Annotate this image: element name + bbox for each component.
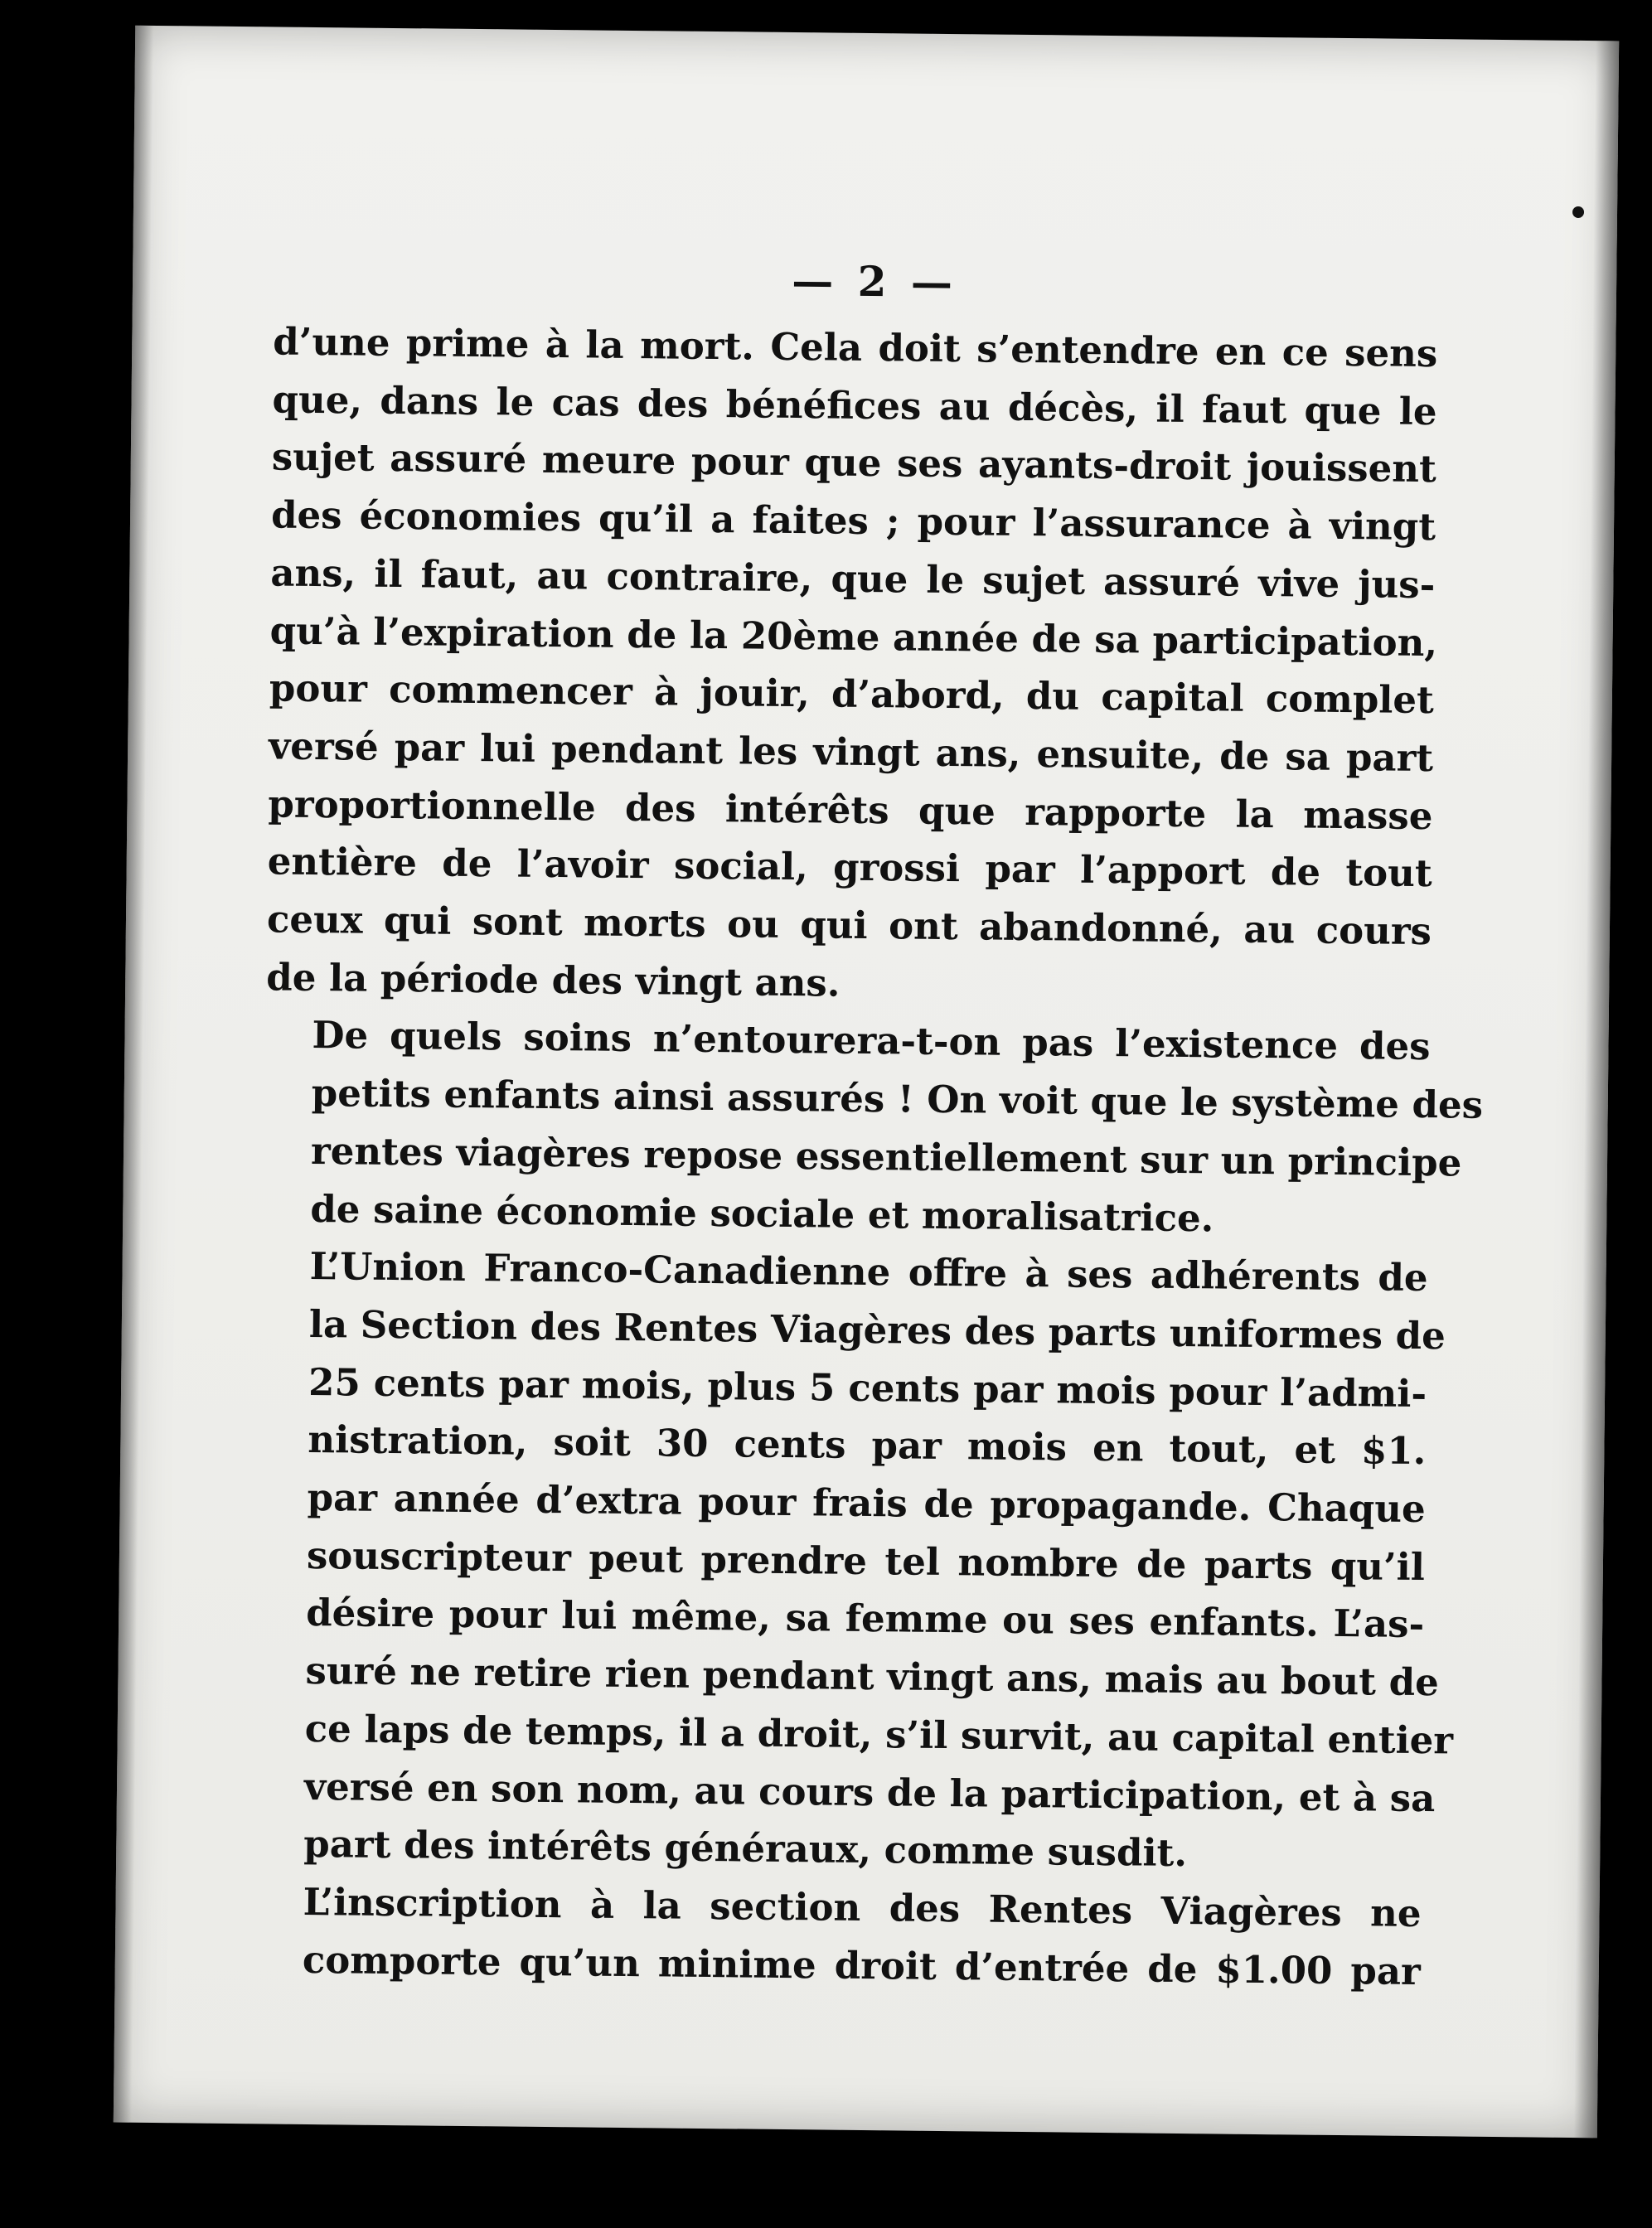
text-line: part des intérêts généraux, comme susdit. — [303, 1822, 1188, 1876]
text-line: ans, il faut, au contraire, que le sujet assuré vive jus- — [270, 550, 1436, 607]
text-line: des économies qu’il a faites ; pour l’assurance à vingt — [270, 492, 1436, 550]
text-line: versé en son nom, au cours de la participation, et à sa — [303, 1764, 1436, 1820]
text-line: d’une prime à la mort. Cela doit s’entendre en ce sens — [273, 319, 1438, 376]
text-line: souscripteur peut prendre tel nombre de parts qu’il — [306, 1533, 1426, 1589]
text-line: petits enfants ainsi assurés ! On voit que le système des — [311, 1071, 1484, 1127]
text-line: entière de l’avoir social, grossi par l’apport de tout — [267, 839, 1432, 896]
text-line: versé par lui pendant les vingt ans, ensuite, de sa part — [268, 724, 1434, 781]
paragraph — [266, 312, 1438, 1018]
text-line: de saine économie sociale et moralisatrice. — [310, 1186, 1214, 1240]
page-left-shadow — [114, 26, 153, 2123]
text-line: suré ne retire rien pendant vingt ans, mais au bout de — [305, 1649, 1440, 1705]
page-right-shadow — [1574, 41, 1619, 2138]
text-line: 25 cents par mois, plus 5 cents par mois pour l’admi- — [308, 1359, 1427, 1416]
text-line: de la période des vingt ans. — [266, 955, 841, 1005]
paragraph — [264, 1006, 1484, 1250]
text-line: pour commencer à jouir, d’abord, du capital complet — [269, 666, 1435, 723]
text-line: nistration, soit 30 cents par mois en tout, et $1. — [308, 1417, 1427, 1474]
paragraph — [257, 1238, 1454, 1885]
text-line: rentes viagères repose essentiellement sur un principe — [310, 1128, 1462, 1185]
paragraph — [256, 1872, 1422, 2000]
text-line: De quels soins n’entourera-t-on pas l’existence des — [312, 1013, 1431, 1069]
text-line: désire pour lui même, sa femme ou ses enfants. L’as- — [305, 1591, 1425, 1647]
ink-dot — [1572, 206, 1584, 218]
text-line: qu’à l’expiration de la 20ème année de sa participation, — [269, 608, 1438, 665]
text-line: la Section des Rentes Viagères des parts uniformes de — [308, 1301, 1446, 1359]
text-line: ceux qui sont morts ou qui ont abandonné, au cours — [266, 897, 1432, 954]
text-line: que, dans le cas des bénéfices au décès, il faut que le — [272, 377, 1437, 433]
text-line: par année d’extra pour frais de propagande. Chaque — [307, 1475, 1426, 1532]
text-line: L’inscription à la section des Rentes Viagères ne — [303, 1879, 1422, 1936]
body-text — [256, 312, 1484, 2000]
page-number: — 2 — — [791, 256, 958, 308]
document-page — [114, 26, 1619, 2138]
text-line: comporte qu’un minime droit d’entrée de $1.00 par — [302, 1937, 1422, 1993]
text-line: L’Union Franco-Canadienne offre à ses adhérents de — [309, 1244, 1428, 1300]
text-line: sujet assuré meure pour que ses ayants-droit jouissent — [271, 434, 1437, 492]
text-line: proportionnelle des intérêts que rapporte la masse — [268, 782, 1433, 838]
text-line: ce laps de temps, il a droit, s’il survit, au capital entier — [304, 1706, 1454, 1763]
